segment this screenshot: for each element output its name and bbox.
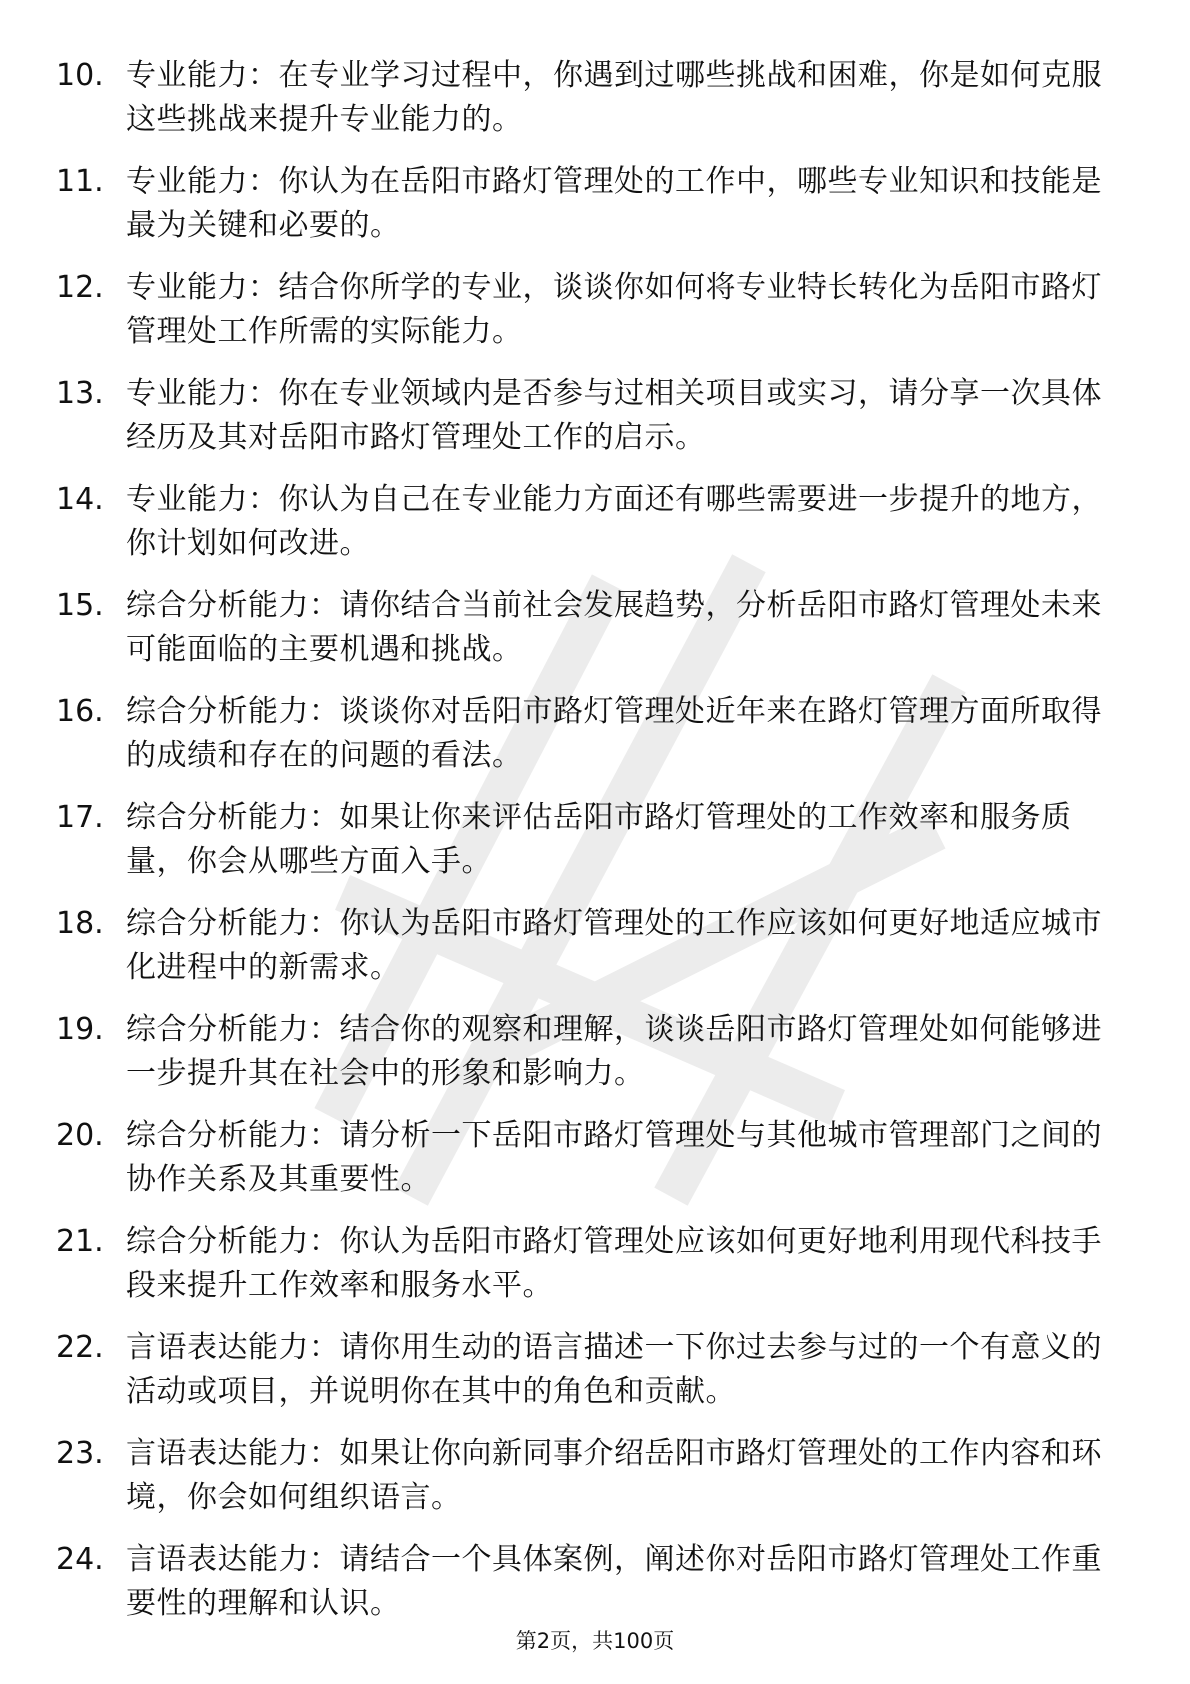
question-text: 综合分析能力：如果让你来评估岳阳市路灯管理处的工作效率和服务质量，你会从哪些方面入手。: [126, 800, 1072, 879]
question-item: [0, 1426, 1190, 1532]
question-number: 21.: [56, 1224, 104, 1259]
question-text: 综合分析能力：请你结合当前社会发展趋势，分析岳阳市路灯管理处未来可能面临的主要机遇和挑战。: [126, 588, 1102, 667]
question-number: 20.: [56, 1118, 104, 1153]
question-item: [0, 1532, 1190, 1638]
question-text: 专业能力：在专业学习过程中，你遇到过哪些挑战和困难，你是如何克服这些挑战来提升专业能力的。: [126, 58, 1102, 137]
page-number-footer: 第2页，共100页: [515, 1629, 675, 1653]
question-number: 15.: [56, 588, 104, 623]
question-item: [0, 472, 1190, 578]
question-text: 专业能力：你认为在岳阳市路灯管理处的工作中，哪些专业知识和技能是最为关键和必要的。: [126, 164, 1102, 243]
question-item: [0, 790, 1190, 896]
question-item: [0, 48, 1190, 154]
question-item: [0, 578, 1190, 684]
question-number: 11.: [56, 164, 104, 199]
question-item: [0, 260, 1190, 366]
question-text: 专业能力：你在专业领域内是否参与过相关项目或实习，请分享一次具体经历及其对岳阳市路灯管理处工作的启示。: [126, 376, 1102, 455]
question-number: 18.: [56, 906, 104, 941]
question-number: 10.: [56, 58, 104, 93]
question-item: [0, 896, 1190, 1002]
question-item: [0, 1320, 1190, 1426]
question-number: 22.: [56, 1330, 104, 1365]
question-text: 专业能力：结合你所学的专业，谈谈你如何将专业特长转化为岳阳市路灯管理处工作所需的实际能力。: [126, 270, 1102, 349]
question-list: [0, 48, 1190, 1638]
question-item: [0, 1002, 1190, 1108]
question-number: 17.: [56, 800, 104, 835]
question-text: 综合分析能力：请分析一下岳阳市路灯管理处与其他城市管理部门之间的协作关系及其重要性。: [126, 1118, 1102, 1197]
question-number: 16.: [56, 694, 104, 729]
question-text: 言语表达能力：如果让你向新同事介绍岳阳市路灯管理处的工作内容和环境，你会如何组织语言。: [126, 1436, 1102, 1515]
question-item: [0, 684, 1190, 790]
question-text: 言语表达能力：请你用生动的语言描述一下你过去参与过的一个有意义的活动或项目，并说明你在其中的角色和贡献。: [126, 1330, 1102, 1409]
question-item: [0, 1214, 1190, 1320]
question-number: 13.: [56, 376, 104, 411]
question-text: 综合分析能力：谈谈你对岳阳市路灯管理处近年来在路灯管理方面所取得的成绩和存在的问题的看法。: [126, 694, 1102, 773]
question-number: 24.: [56, 1542, 104, 1577]
question-item: [0, 1108, 1190, 1214]
question-number: 19.: [56, 1012, 104, 1047]
question-item: [0, 154, 1190, 260]
question-number: 23.: [56, 1436, 104, 1471]
question-text: 综合分析能力：你认为岳阳市路灯管理处应该如何更好地利用现代科技手段来提升工作效率和服务水平。: [126, 1224, 1102, 1303]
question-number: 12.: [56, 270, 104, 305]
question-text: 综合分析能力：结合你的观察和理解，谈谈岳阳市路灯管理处如何能够进一步提升其在社会中的形象和影响力。: [126, 1012, 1102, 1091]
question-item: [0, 366, 1190, 472]
question-text: 综合分析能力：你认为岳阳市路灯管理处的工作应该如何更好地适应城市化进程中的新需求。: [126, 906, 1102, 985]
question-number: 14.: [56, 482, 104, 517]
question-text: 言语表达能力：请结合一个具体案例，阐述你对岳阳市路灯管理处工作重要性的理解和认识。: [126, 1542, 1102, 1621]
question-text: 专业能力：你认为自己在专业能力方面还有哪些需要进一步提升的地方，你计划如何改进。: [126, 482, 1102, 561]
